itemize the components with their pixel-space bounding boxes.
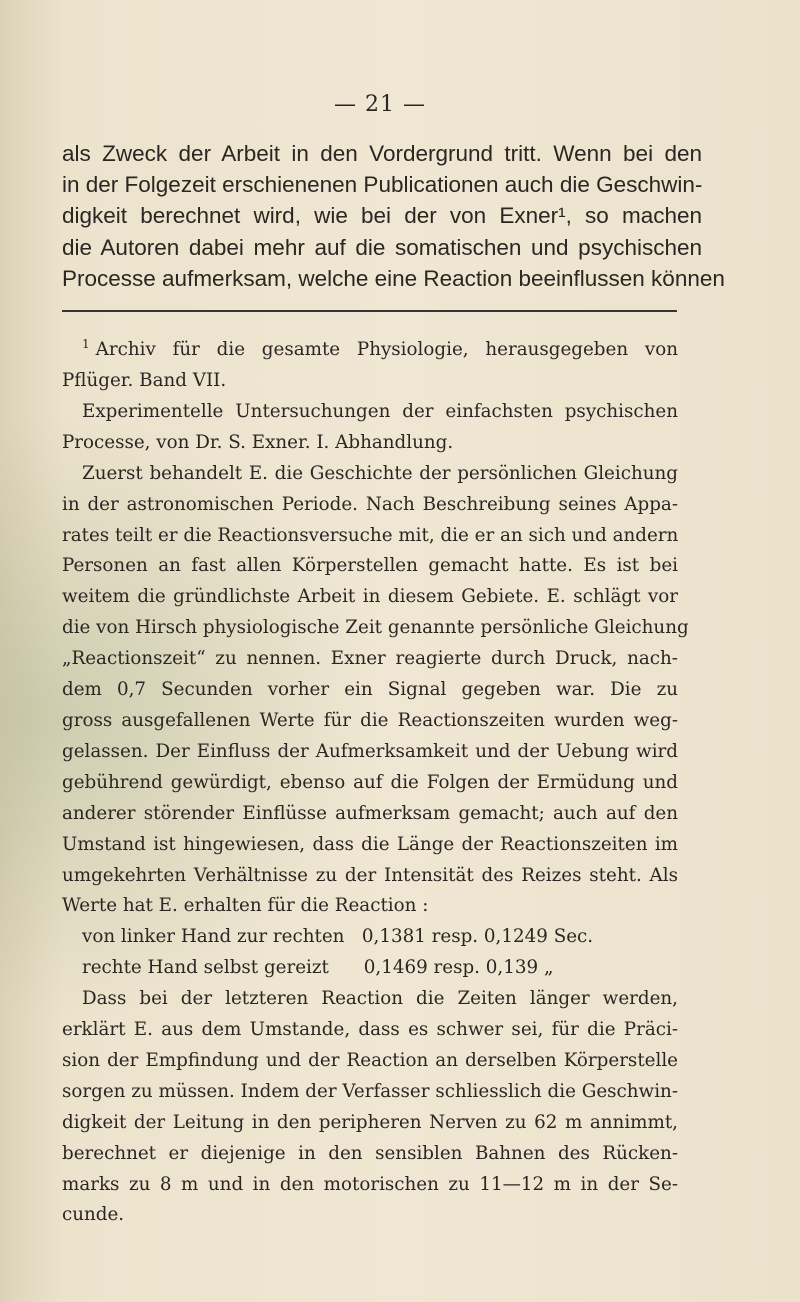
footnote-line: umgekehrten Verhältnisse zu der Intensität des Reizes steht. Als [62, 864, 678, 886]
footnote-line: berechnet er diejenige in den sensiblen Bahnen des Rücken- [62, 1142, 678, 1164]
footnote-line: sorgen zu müssen. Indem der Verfasser schliesslich die Geschwin- [62, 1080, 678, 1102]
footnote-line: gelassen. Der Einfluss der Aufmerksamkeit und der Uebung wird [62, 740, 678, 762]
footnote-line: in der astronomischen Periode. Nach Beschreibung seines Appa- [62, 493, 678, 515]
footnote-line: cunde. [62, 1204, 125, 1226]
footnote-line: weitem die gründlichste Arbeit in diesem Gebiete. E. schlägt vor [62, 586, 678, 608]
main-text-line: in der Folgezeit erschienenen Publicationen auch die Geschwin- [62, 172, 703, 198]
reaction-value-label: rechte Hand selbst gereizt [82, 957, 329, 979]
reaction-value: 0,1381 resp. 0,1249 Sec. [361, 926, 594, 948]
footnote-line: erklärt E. aus dem Umstande, dass es schwer sei, für die Präci- [62, 1019, 678, 1041]
footnote-line: marks zu 8 m und in den motorischen zu 11—12 m in der Se- [62, 1173, 678, 1195]
footnote-line: sion der Empfindung und der Reaction an derselben Körperstelle [62, 1049, 678, 1071]
main-text-line: die Autoren dabei mehr auf die somatischen und psychischen [62, 234, 702, 260]
main-text-line: als Zweck der Arbeit in den Vordergrund tritt. Wenn bei den [62, 141, 702, 166]
footnote-divider [62, 310, 677, 312]
reaction-value-label: von linker Hand zur rechten [82, 926, 345, 948]
footnote-line: Personen an fast allen Körperstellen gemacht hatte. Es ist bei [62, 555, 678, 577]
footnote-line: Pflüger. Band VII. [62, 370, 227, 391]
page-number: — 21 — [334, 92, 426, 117]
main-text-line: digkeit berechnet wird, wie bei der von Exner¹, so machen [62, 203, 702, 229]
footnote-line [62, 329, 678, 366]
footnote-line: Processe, von Dr. S. Exner. I. Abhandlung. [62, 431, 454, 453]
footnote-block [62, 329, 689, 1231]
footnote-line: Dass bei der letzteren Reaction die Zeiten länger werden, [82, 988, 678, 1010]
footnote-line: rates teilt er die Reactionsversuche mit, die er an sich und andern [62, 524, 679, 546]
footnote-line: die von Hirsch physiologische Zeit genannte persönliche Gleichung [62, 617, 689, 639]
reaction-value-row [62, 953, 678, 984]
main-text-block [62, 138, 725, 294]
main-text-line: Processe aufmerksam, welche eine Reaction beeinflussen können [62, 265, 725, 291]
footnote-line: „Reactionszeit“ zu nennen. Exner reagierte durch Druck, nach- [62, 648, 678, 670]
footnote-marker: 1 [82, 337, 90, 351]
footnote-line: Werte hat E. erhalten für die Reaction : [62, 895, 429, 917]
reaction-value: 0,1469 resp. 0,139 „ [363, 957, 554, 979]
footnote-text: Archiv für die gesamte Physiologie, herausgegeben von [95, 339, 678, 361]
footnote-line: digkeit der Leitung in den peripheren Nerven zu 62 m annimmt, [62, 1111, 678, 1133]
footnote-line: gross ausgefallenen Werte für die Reactionszeiten wurden weg- [62, 709, 678, 731]
footnote-line: Umstand ist hingewiesen, dass die Länge der Reactionszeiten im [62, 833, 678, 855]
footnote-line: anderer störender Einflüsse aufmerksam gemacht; auch auf den [62, 802, 678, 824]
reaction-value-row [62, 922, 678, 953]
footnote-line: Zuerst behandelt E. die Geschichte der persönlichen Gleichung [82, 462, 678, 484]
footnote-line: gebührend gewürdigt, ebenso auf die Folgen der Ermüdung und [62, 771, 678, 793]
footnote-line: dem 0,7 Secunden vorher ein Signal gegeben war. Die zu [62, 679, 678, 701]
footnote-line: Experimentelle Untersuchungen der einfachsten psychischen [82, 400, 678, 422]
